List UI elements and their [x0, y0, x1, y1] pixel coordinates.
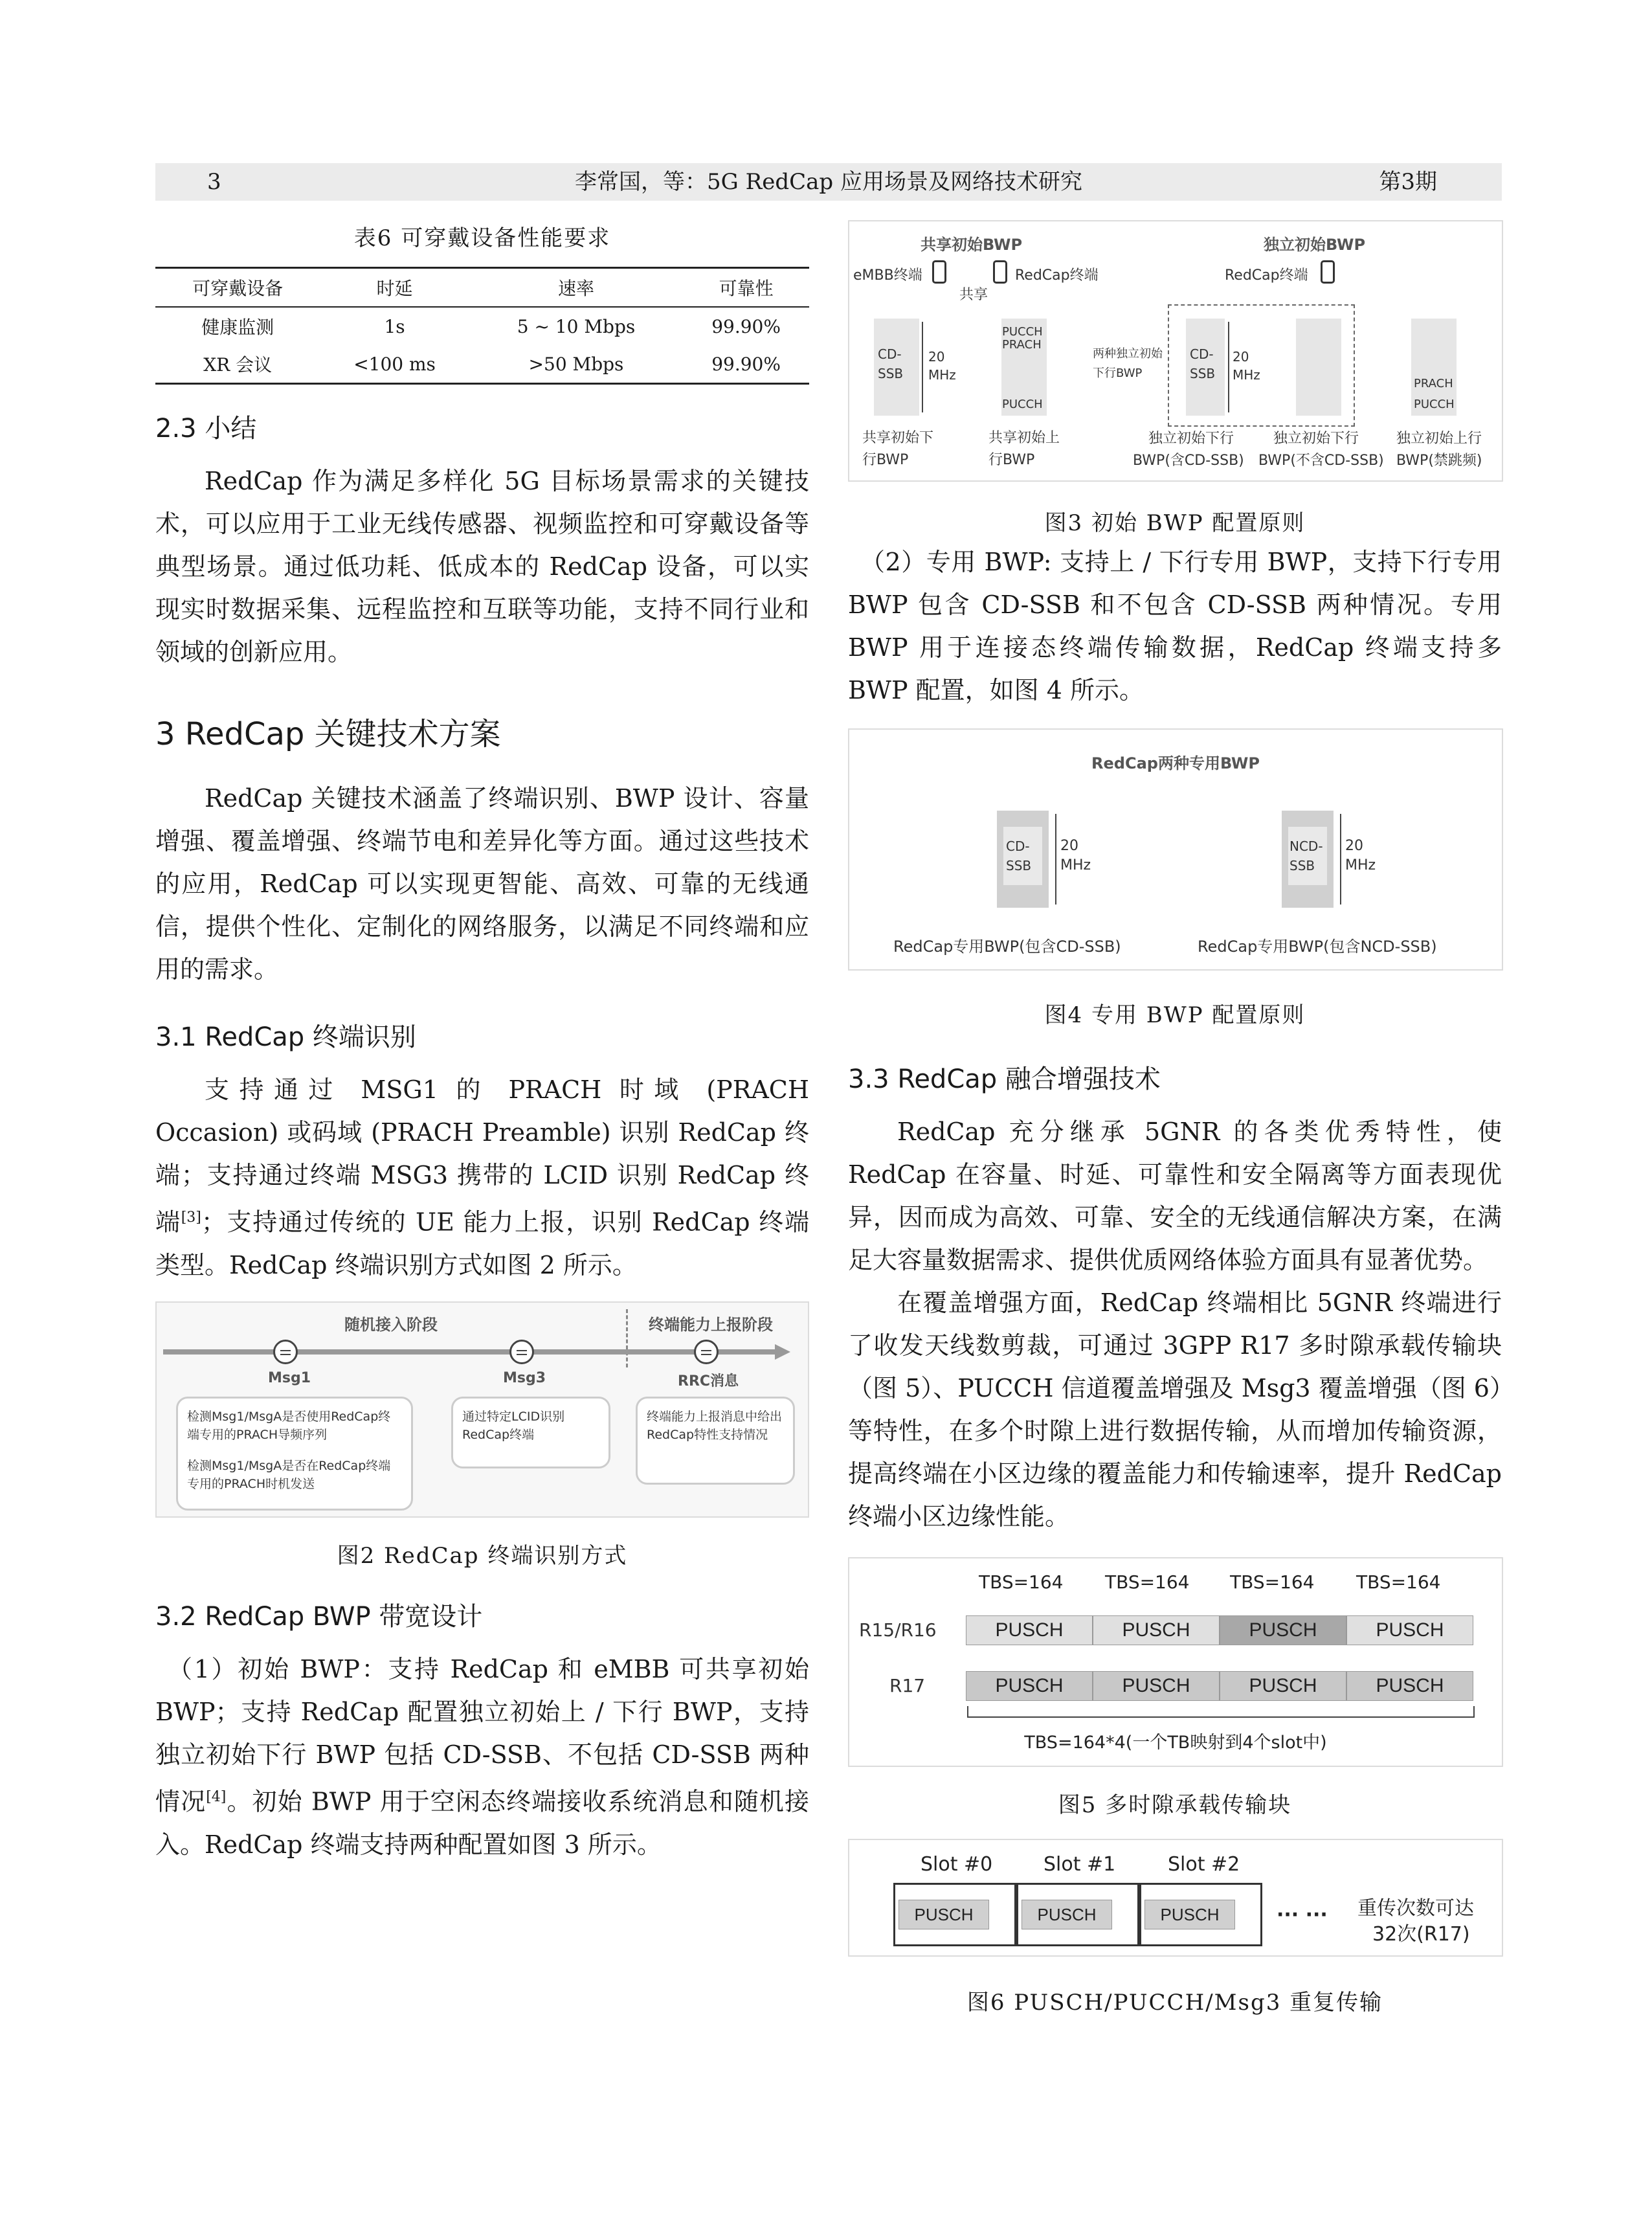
fig3-label1: 共享初始下行BWP [862, 430, 934, 468]
fig4-ncd-ssb: NCD-SSB [1289, 838, 1323, 873]
fig3-share: 共享 [959, 287, 988, 303]
phone-icon [1321, 260, 1335, 284]
table6-caption: 表6 可穿戴设备性能要求 [353, 225, 611, 251]
figure-2 [155, 1301, 809, 1518]
figure-4 [848, 728, 1503, 971]
figure-5 [848, 1557, 1503, 1767]
fig6-pusch: PUSCH [899, 1900, 989, 1929]
fig6-pusch: PUSCH [1021, 1900, 1112, 1929]
fig3-indep-title: 独立初始BWP [1264, 236, 1366, 254]
table-cell: >50 Mbps [528, 353, 624, 375]
table-cell: 1s [384, 315, 405, 337]
message-icon [694, 1340, 719, 1364]
fig5-pusch: PUSCH [1346, 1615, 1473, 1645]
figure-6 [848, 1839, 1503, 1957]
fig5-pusch: PUSCH [1220, 1615, 1346, 1645]
table-cell: 健康监测 [201, 317, 274, 338]
table-cell: 99.90% [711, 353, 781, 375]
fig3-label3b: BWP(含CD-SSB) [1133, 453, 1244, 469]
fig5-tbs: TBS=164 [1230, 1571, 1315, 1593]
table6-header-latency: 时延 [376, 278, 413, 299]
citation-ref: [4] [206, 1789, 227, 1805]
fig3-label4b: BWP(不含CD-SSB) [1258, 453, 1384, 469]
fig3-cd-ssb2: CD-SSB [1190, 346, 1216, 381]
table6 [155, 267, 809, 385]
fig2-box-msg1 [176, 1397, 413, 1511]
bandwidth-arrow [1340, 814, 1341, 905]
fig4-mhz2: 20 MHz [1345, 838, 1376, 873]
fig3-pucch2: PUCCH [1002, 398, 1043, 411]
timeline-arrow [163, 1349, 778, 1355]
fig2-stage1: 随机接入阶段 [344, 1316, 438, 1334]
arrow-head-icon [775, 1344, 790, 1360]
fig3-mhz2: 20 MHz [1233, 349, 1260, 383]
fig3-label5a: 独立初始上行 [1396, 431, 1482, 447]
fig3-label5b: BWP(禁跳频) [1396, 453, 1482, 469]
fig2-rrc: RRC消息 [678, 1373, 739, 1389]
heading-3: 3 RedCap 关键技术方案 [155, 716, 501, 752]
table6-header-device: 可穿戴设备 [192, 278, 284, 299]
fig2-box1-item2: 检测Msg1/MsgA是否在RedCap终端专用的PRACH时机发送 [187, 1459, 391, 1491]
table-row [155, 307, 809, 345]
heading-3-2: 3.2 RedCap BWP 带宽设计 [155, 1602, 483, 1632]
fig2-msg1: Msg1 [268, 1370, 311, 1386]
fig3-two-options: 两种独立初始下行BWP [1093, 347, 1163, 380]
bandwidth-arrow [1228, 322, 1229, 412]
fig2-msg3: Msg3 [503, 1370, 546, 1386]
running-title: 李常国，等：5G RedCap 应用场景及网络技术研究 [575, 169, 1082, 195]
paragraph-2-3: RedCap 作为满足多样化 5G 目标场景需求的关键技术，可以应用于工业无线传感器、视频监控和可穿戴设备等典型场景。通过低功耗、低成本的 RedCap 设备，可以实现实时数据采集、远程监控和互联等功能，支持不同行业和领域的创新应用。 [155, 467, 809, 666]
fig3-prach2: PRACH [1414, 377, 1453, 390]
fig3-pucch3: PUCCH [1414, 398, 1455, 411]
fig6-pusch: PUSCH [1144, 1900, 1235, 1929]
fig5-pusch: PUSCH [1346, 1671, 1473, 1701]
fig5-row1-label: R15/R16 [859, 1619, 937, 1641]
heading-3-1: 3.1 RedCap 终端识别 [155, 1022, 416, 1052]
fig5-tbs: TBS=164 [979, 1571, 1064, 1593]
table-cell: 5 ~ 10 Mbps [517, 315, 636, 337]
fig2-box2-item1: 通过特定LCID识别RedCap终端 [462, 1410, 565, 1442]
fig2-box1-item1: 检测Msg1/MsgA是否使用RedCap终端专用的PRACH导频序列 [187, 1410, 391, 1442]
fig3-prach: PRACH [1002, 338, 1042, 352]
phone-icon [932, 260, 946, 284]
fig3-label4a: 独立初始下行 [1273, 431, 1359, 447]
fig2-box-msg3 [451, 1397, 610, 1468]
fig3-cd-ssb: CD-SSB [878, 346, 904, 381]
fig6-ellipsis: ··· ··· [1277, 1904, 1328, 1926]
paragraph-3-3-b: 在覆盖增强方面，RedCap 终端相比 5GNR 终端进行了收发天线数剪裁，可通过 3GPP R17 多时隙承载传输块（图 5）、PUCCH 信道覆盖增强及 Msg3 覆盖增强（图 6）等特性，在多个时隙上进行数据传输，从而增加传输资源，提高终端在小区边缘的覆盖能力和传输速率，提升 RedCap 终端小区边缘性能。 [848, 1288, 1502, 1531]
fig3-embb: eMBB终端 [853, 267, 922, 284]
bandwidth-arrow [922, 322, 923, 412]
paragraph-3-2-dedicated: （2）专用 BWP: 支持上 / 下行专用 BWP，支持下行专用 BWP 包含 CD-SSB 和不包含 CD-SSB 两种情况。专用 BWP 用于连接态终端传输数据，RedCap 终端支持多 BWP 配置，如图 4 所示。 [848, 548, 1502, 704]
fig5-pusch: PUSCH [966, 1671, 1093, 1701]
table6-header-rate: 速率 [557, 278, 594, 299]
table-cell: XR 会议 [203, 354, 273, 376]
fig5-pusch: PUSCH [966, 1615, 1093, 1645]
message-icon [273, 1340, 298, 1364]
fig5-brace [967, 1706, 1475, 1718]
fig4-title: RedCap两种专用BWP [1091, 754, 1260, 772]
fig5-pusch: PUSCH [1220, 1671, 1346, 1701]
fig4-cd-ssb: CD-SSB [1006, 838, 1032, 873]
table-cell: <100 ms [353, 353, 436, 375]
fig3-redcap2: RedCap终端 [1225, 267, 1308, 284]
page-number: 3 [207, 169, 221, 195]
fig5-row2-label: R17 [889, 1675, 926, 1696]
fig6-slot: Slot #0 [921, 1853, 993, 1876]
paragraph-3-1: 支持通过 MSG1 的 PRACH 时域 (PRACH Occasion) 或码域 (PRACH Preamble) 识别 RedCap 终端；支持通过终端 MSG3 携带的 LCID 识别 RedCap 终端[3]；支持通过传统的 UE 能力上报，识别 RedCap 终端类型。RedCap 终端识别方式如图 2 所示。 [155, 1075, 809, 1279]
fig4-mhz: 20 MHz [1060, 838, 1091, 873]
fig5-bottom-label: TBS=164*4(一个TB映射到4个slot中) [1024, 1733, 1327, 1753]
paragraph-3-2: （1）初始 BWP：支持 RedCap 和 eMBB 可共享初始 BWP；支持 RedCap 配置独立初始上 / 下行 BWP，支持独立初始下行 BWP 包括 CD-SSB、不包括 CD-SSB 两种情况[4]。初始 BWP 用于空闲态终端接收系统消息和随机接入。RedCap 终端支持两种配置如图 3 所示。 [155, 1655, 809, 1859]
fig5-tbs: TBS=164 [1356, 1571, 1441, 1593]
heading-3-3: 3.3 RedCap 融合增强技术 [848, 1064, 1161, 1094]
table-row [155, 345, 809, 384]
figure-5-caption: 图5 多时隙承载传输块 [1058, 1792, 1292, 1818]
table6-header-reliability: 可靠性 [719, 278, 774, 299]
fig3-pucch: PUCCH [1002, 325, 1043, 339]
table-cell: 99.90% [711, 315, 781, 337]
bandwidth-arrow [1055, 814, 1056, 905]
paragraph-3-3-a: RedCap 充分继承 5GNR 的各类优秀特性，使 RedCap 在容量、时延、可靠性和安全隔离等方面表现优异，因而成为高效、可靠、安全的无线通信解决方案，在满足大容量数据需求、提供优质网络体验方面具有显著优势。 [848, 1118, 1502, 1274]
phone-icon [993, 260, 1007, 284]
fig5-tbs: TBS=164 [1105, 1571, 1190, 1593]
fig5-pusch: PUSCH [1093, 1615, 1220, 1645]
fig5-pusch: PUSCH [1093, 1671, 1220, 1701]
page-header [155, 163, 1502, 201]
fig4-label1: RedCap专用BWP(包含CD-SSB) [893, 938, 1121, 956]
issue-number: 第3期 [1379, 169, 1437, 195]
fig3-label3a: 独立初始下行 [1148, 431, 1234, 447]
fig6-slot: Slot #1 [1044, 1853, 1116, 1876]
figure-3-caption: 图3 初始 BWP 配置原则 [1044, 510, 1306, 536]
fig3-indep-dl-no-ssb [1296, 319, 1341, 416]
figure-4-caption: 图4 专用 BWP 配置原则 [1044, 1002, 1306, 1028]
paragraph-3: RedCap 关键技术涵盖了终端识别、BWP 设计、容量增强、覆盖增强、终端节电和差异化等方面。通过这些技术的应用，RedCap 可以实现更智能、高效、可靠的无线通信，提供个性化、定制化的网络服务，以满足不同终端和应用的需求。 [155, 784, 809, 984]
figure-3 [848, 220, 1503, 482]
fig2-box3-item1: 终端能力上报消息中给出RedCap特性支持情况 [647, 1410, 783, 1442]
fig3-shared-title: 共享初始BWP [921, 236, 1023, 254]
heading-2-3: 2.3 小结 [155, 414, 257, 444]
fig3-redcap: RedCap终端 [1015, 267, 1099, 284]
stage-divider [626, 1309, 628, 1367]
fig3-mhz: 20 MHz [928, 349, 956, 383]
fig6-note1: 重传次数可达 [1357, 1897, 1474, 1920]
citation-ref: [3] [181, 1209, 201, 1226]
fig2-box-rrc [636, 1397, 795, 1485]
figure-6-caption: 图6 PUSCH/PUCCH/Msg3 重复传输 [966, 1990, 1383, 2016]
fig2-stage2: 终端能力上报阶段 [649, 1316, 773, 1334]
message-icon [509, 1340, 534, 1364]
figure-2-caption: 图2 RedCap 终端识别方式 [337, 1543, 628, 1569]
fig6-slot: Slot #2 [1168, 1853, 1240, 1876]
fig4-label2: RedCap专用BWP(包含NCD-SSB) [1198, 938, 1437, 956]
fig3-label2: 共享初始上行BWP [988, 430, 1060, 468]
fig6-note2: 32次(R17) [1372, 1923, 1470, 1946]
